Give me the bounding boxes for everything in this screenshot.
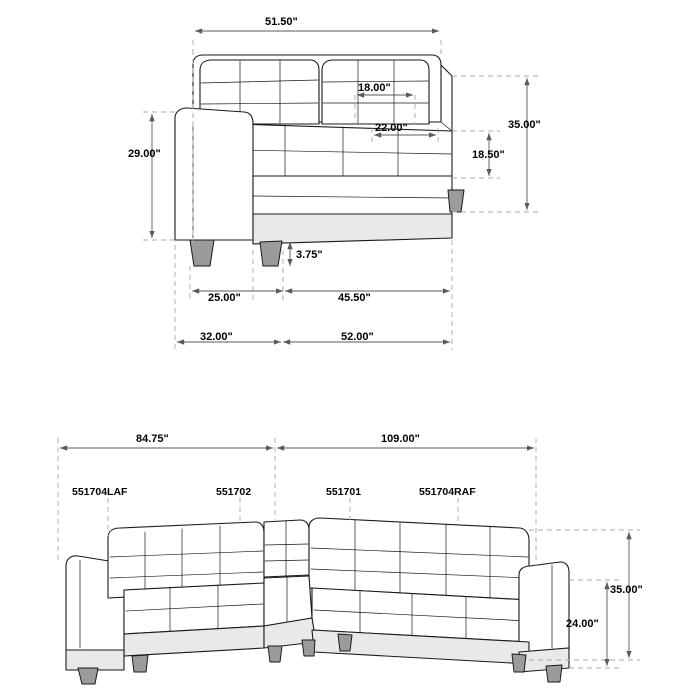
dimension-label-sectional-arm-height: 24.00" bbox=[566, 618, 599, 630]
dimension-label-depth-overall: 32.00" bbox=[200, 331, 233, 343]
dimension-label-back-cushion-height: 18.00" bbox=[358, 82, 391, 94]
dimension-label-leg-height: 3.75" bbox=[296, 249, 323, 261]
dimension-label-overall-height-right: 35.00" bbox=[508, 119, 541, 131]
part-code-551701: 551701 bbox=[326, 486, 362, 498]
dimension-label-left-section-width: 84.75" bbox=[136, 433, 169, 445]
part-code-551704RAF: 551704RAF bbox=[419, 486, 476, 498]
sectional-drawing bbox=[66, 518, 569, 684]
part-code-551704LAF: 551704LAF bbox=[72, 486, 128, 498]
dimension-label-right-section-width: 109.00" bbox=[381, 433, 420, 445]
dimension-label-seat-height: 18.50" bbox=[472, 149, 505, 161]
dimension-label-arm-depth: 25.00" bbox=[208, 292, 241, 304]
dimension-label-width-overall-base: 52.00" bbox=[341, 331, 374, 343]
dimension-label-sectional-overall-height: 35.00" bbox=[610, 584, 643, 596]
sofa-elevation-drawing bbox=[175, 55, 464, 266]
dimension-label-seat-back-height: 29.00" bbox=[128, 148, 161, 160]
dimension-label-top-width-overall: 51.50" bbox=[265, 16, 298, 28]
dimension-label-seat-depth: 22.00" bbox=[375, 122, 408, 134]
part-code-551702: 551702 bbox=[216, 486, 252, 498]
dimension-label-seat-width-inner: 45.50" bbox=[338, 292, 371, 304]
